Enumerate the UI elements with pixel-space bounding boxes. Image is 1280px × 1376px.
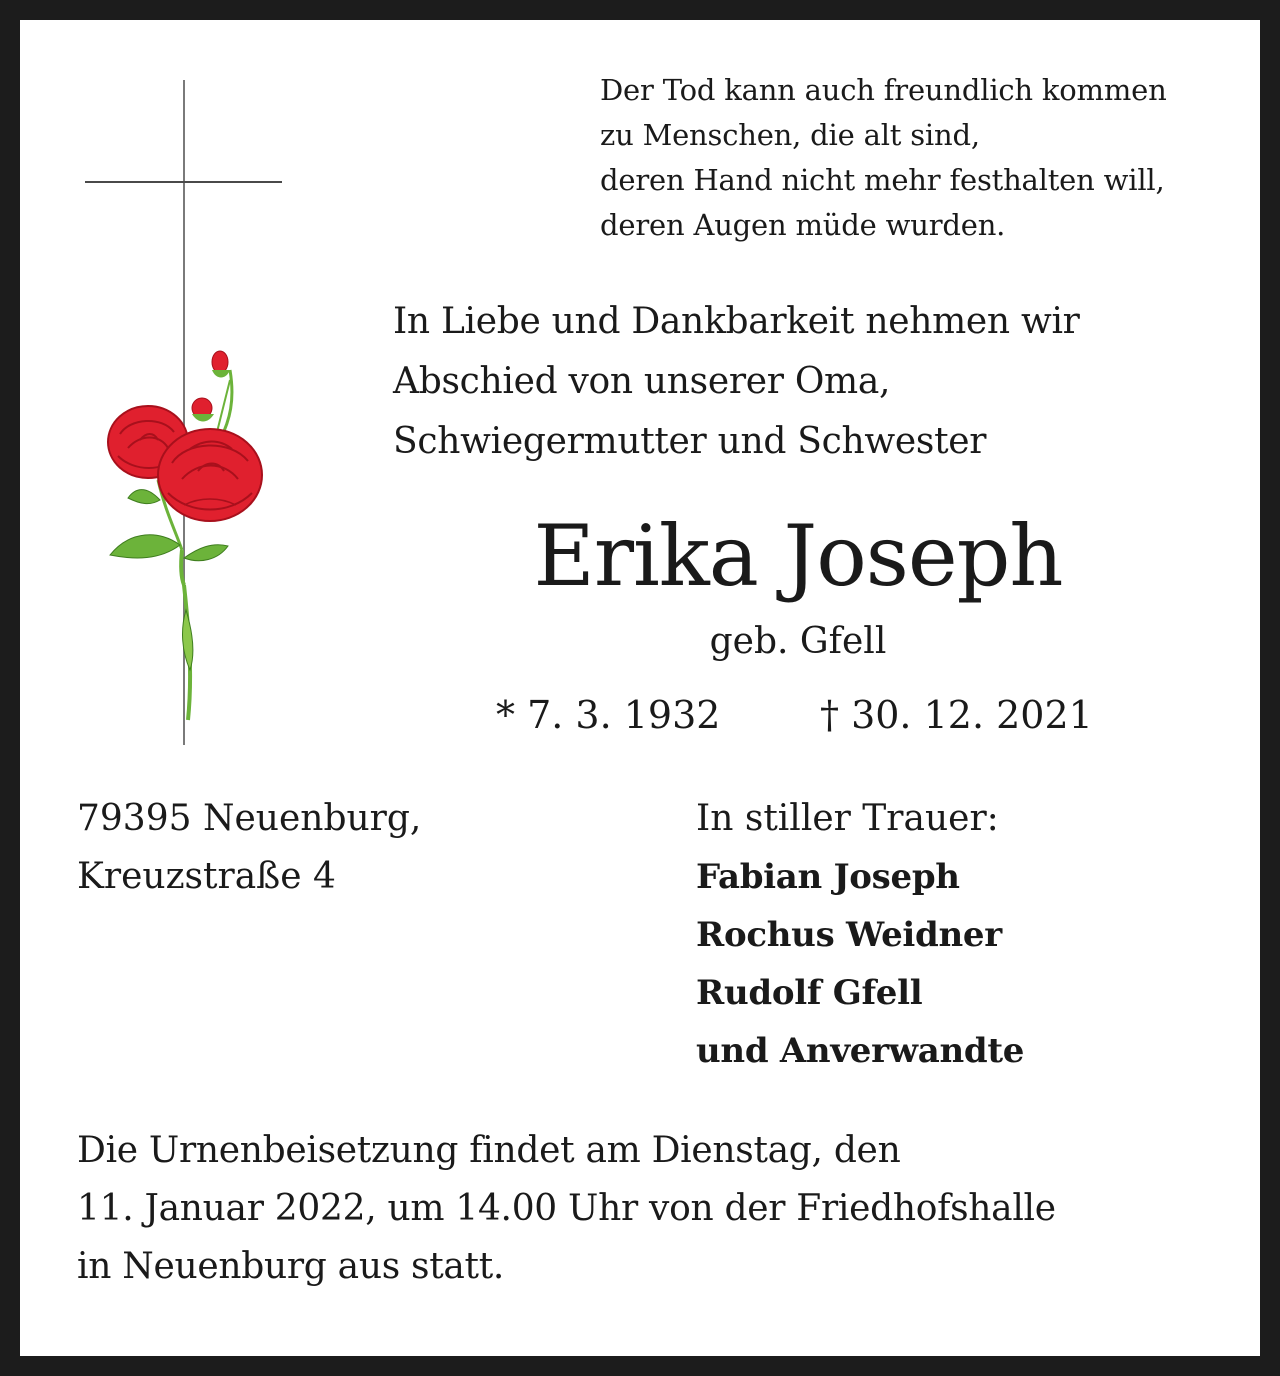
funeral-line: in Neuenburg aus statt.: [77, 1246, 504, 1287]
intro-text: [393, 292, 1080, 472]
funeral-line: Die Urnenbeisetzung findet am Dienstag, den: [77, 1130, 901, 1171]
funeral-info: [77, 1122, 1056, 1296]
mourners: [696, 790, 1024, 1080]
mourners-heading: In stiller Trauer:: [696, 798, 999, 839]
death-date: † 30. 12. 2021: [820, 693, 1093, 737]
mourner-name: Fabian Joseph: [696, 857, 960, 897]
poem-line: deren Augen müde wurden.: [600, 208, 1006, 242]
poem-line: Der Tod kann auch freundlich kommen: [600, 73, 1167, 107]
birth-date: * 7. 3. 1932: [496, 693, 721, 737]
address-line: 79395 Neuenburg,: [77, 798, 422, 839]
mourner-name: Rochus Weidner: [696, 915, 1002, 955]
intro-line: In Liebe und Dankbarkeit nehmen wir: [393, 301, 1080, 342]
poem-line: zu Menschen, die alt sind,: [600, 118, 980, 152]
intro-line: Schwiegermutter und Schwester: [393, 421, 987, 462]
address: [77, 790, 421, 906]
intro-line: Abschied von unserer Oma,: [393, 361, 891, 402]
deceased-name: Erika Joseph: [533, 507, 1063, 605]
mourner-name: und Anverwandte: [696, 1031, 1025, 1071]
obituary-notice: [20, 20, 1260, 1356]
poem-line: deren Hand nicht mehr festhalten will,: [600, 163, 1165, 197]
deceased-birth-name: geb. Gfell: [709, 621, 887, 662]
mourner-name: Rudolf Gfell: [696, 973, 923, 1013]
address-line: Kreuzstraße 4: [77, 856, 336, 897]
funeral-line: 11. Januar 2022, um 14.00 Uhr von der Friedhofshalle: [77, 1188, 1056, 1229]
poem: [600, 68, 1167, 248]
